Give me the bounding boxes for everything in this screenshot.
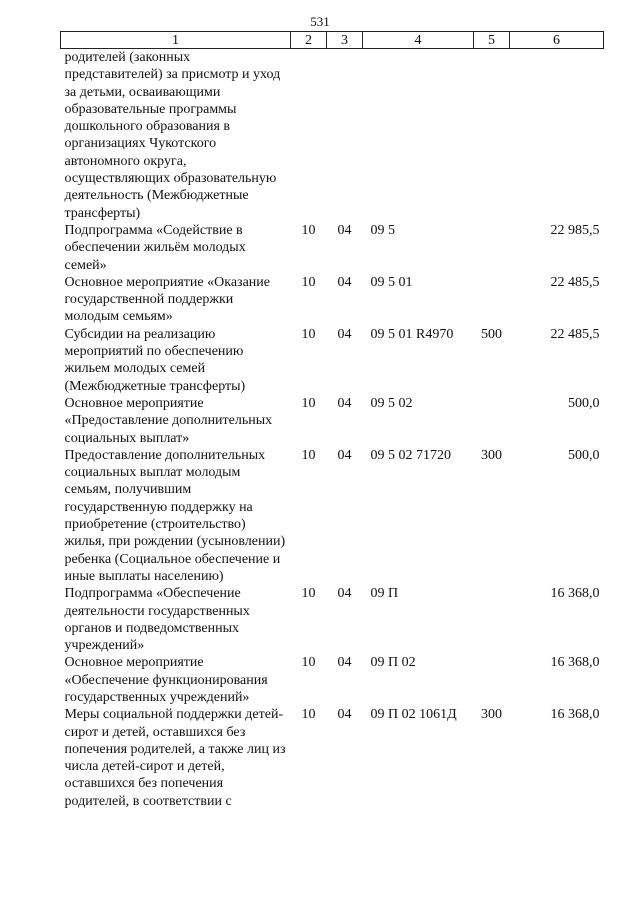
table-row bbox=[61, 654, 604, 706]
row-section: 10 bbox=[301, 395, 316, 411]
row-subsection: 04 bbox=[337, 222, 352, 238]
row-subsection bbox=[327, 49, 363, 222]
row-section: 10 bbox=[301, 222, 316, 238]
budget-table bbox=[60, 31, 604, 810]
table-row bbox=[61, 274, 604, 326]
table-row bbox=[61, 706, 604, 810]
row-amount: 22 985,5 bbox=[550, 222, 600, 238]
column-header-6: 6 bbox=[510, 32, 604, 49]
row-expense-type: 300 bbox=[481, 707, 502, 723]
row-name: Основное мероприятие «Предоставление дополнительных социальных выплат» bbox=[64, 395, 273, 446]
column-header-5: 5 bbox=[474, 32, 510, 49]
table-header-row bbox=[61, 32, 604, 49]
table-row bbox=[61, 222, 604, 274]
row-section: 10 bbox=[301, 586, 316, 602]
row-section bbox=[291, 49, 327, 222]
row-expense-type: 300 bbox=[481, 447, 502, 463]
row-name: Субсидии на реализацию мероприятий по обеспечению жильем молодых семей (Межбюджетные трансферты) bbox=[64, 326, 246, 394]
row-target-article: 09 5 bbox=[370, 222, 395, 238]
row-target-article: 09 П bbox=[370, 586, 399, 602]
row-amount: 16 368,0 bbox=[550, 586, 600, 602]
column-header-2: 2 bbox=[291, 32, 327, 49]
row-section: 10 bbox=[301, 707, 316, 723]
column-header-4: 4 bbox=[363, 32, 474, 49]
row-target-article: 09 5 01 bbox=[370, 274, 413, 290]
row-expense-type bbox=[474, 274, 510, 326]
row-amount: 22 485,5 bbox=[550, 326, 600, 342]
table-row bbox=[61, 395, 604, 447]
row-amount: 500,0 bbox=[568, 395, 600, 411]
row-target-article: 09 П 02 bbox=[370, 655, 416, 671]
row-name: Меры социальной поддержки детей-сирот и детей, оставшихся без попечения родителей, а также лиц из числа детей-сирот и детей, оставшихся без попечения родителей, в соответствии с bbox=[64, 707, 286, 809]
row-expense-type: 500 bbox=[481, 326, 502, 342]
table-row bbox=[61, 585, 604, 654]
row-subsection: 04 bbox=[337, 326, 352, 342]
row-expense-type bbox=[474, 49, 510, 222]
row-subsection: 04 bbox=[337, 447, 352, 463]
row-expense-type bbox=[474, 585, 510, 654]
row-amount bbox=[510, 49, 604, 222]
row-name: Подпрограмма «Обеспечение деятельности государственных органов и подведомственных учреждений» bbox=[64, 586, 250, 654]
row-subsection: 04 bbox=[337, 707, 352, 723]
row-subsection: 04 bbox=[337, 274, 352, 290]
row-name: Предоставление дополнительных социальных выплат молодым семьям, получившим государственную поддержку на приобретение (строительство) жилья, при рождении (усыновлении) ребенка (Социальное обеспечение и иные выплаты населению) bbox=[64, 447, 286, 584]
row-section: 10 bbox=[301, 655, 316, 671]
row-expense-type bbox=[474, 222, 510, 274]
row-amount: 16 368,0 bbox=[550, 655, 600, 671]
row-target-article: 09 5 01 R4970 bbox=[370, 326, 454, 342]
row-subsection: 04 bbox=[337, 655, 352, 671]
row-target-article: 09 П 02 1061Д bbox=[370, 707, 457, 723]
row-subsection: 04 bbox=[337, 586, 352, 602]
row-target-article bbox=[363, 49, 474, 222]
row-expense-type bbox=[474, 395, 510, 447]
table-row bbox=[61, 326, 604, 395]
row-amount: 500,0 bbox=[568, 447, 600, 463]
row-target-article: 09 5 02 bbox=[370, 395, 413, 411]
column-header-1: 1 bbox=[61, 32, 291, 49]
row-amount: 16 368,0 bbox=[550, 707, 600, 723]
row-subsection: 04 bbox=[337, 395, 352, 411]
row-expense-type bbox=[474, 654, 510, 706]
row-section: 10 bbox=[301, 326, 316, 342]
row-name: родителей (законных представителей) за присмотр и уход за детьми, осваивающими образовательные программы дошкольного образования в организациях Чукотского автономного округа, осуществляющих образовательную деятельность (Межбюджетные трансферты) bbox=[64, 50, 281, 221]
row-name: Основное мероприятие «Обеспечение функционирования государственных учреждений» bbox=[64, 655, 268, 705]
table-row bbox=[61, 49, 604, 222]
row-section: 10 bbox=[301, 274, 316, 290]
column-header-3: 3 bbox=[327, 32, 363, 49]
table-row bbox=[61, 447, 604, 585]
row-amount: 22 485,5 bbox=[550, 274, 600, 290]
row-name: Основное мероприятие «Оказание государственной поддержки молодым семьям» bbox=[64, 274, 270, 325]
row-section: 10 bbox=[301, 447, 316, 463]
row-name: Подпрограмма «Содействие в обеспечении жильём молодых семей» bbox=[64, 222, 246, 273]
page-number: 531 bbox=[310, 14, 330, 29]
row-target-article: 09 5 02 71720 bbox=[370, 447, 451, 463]
